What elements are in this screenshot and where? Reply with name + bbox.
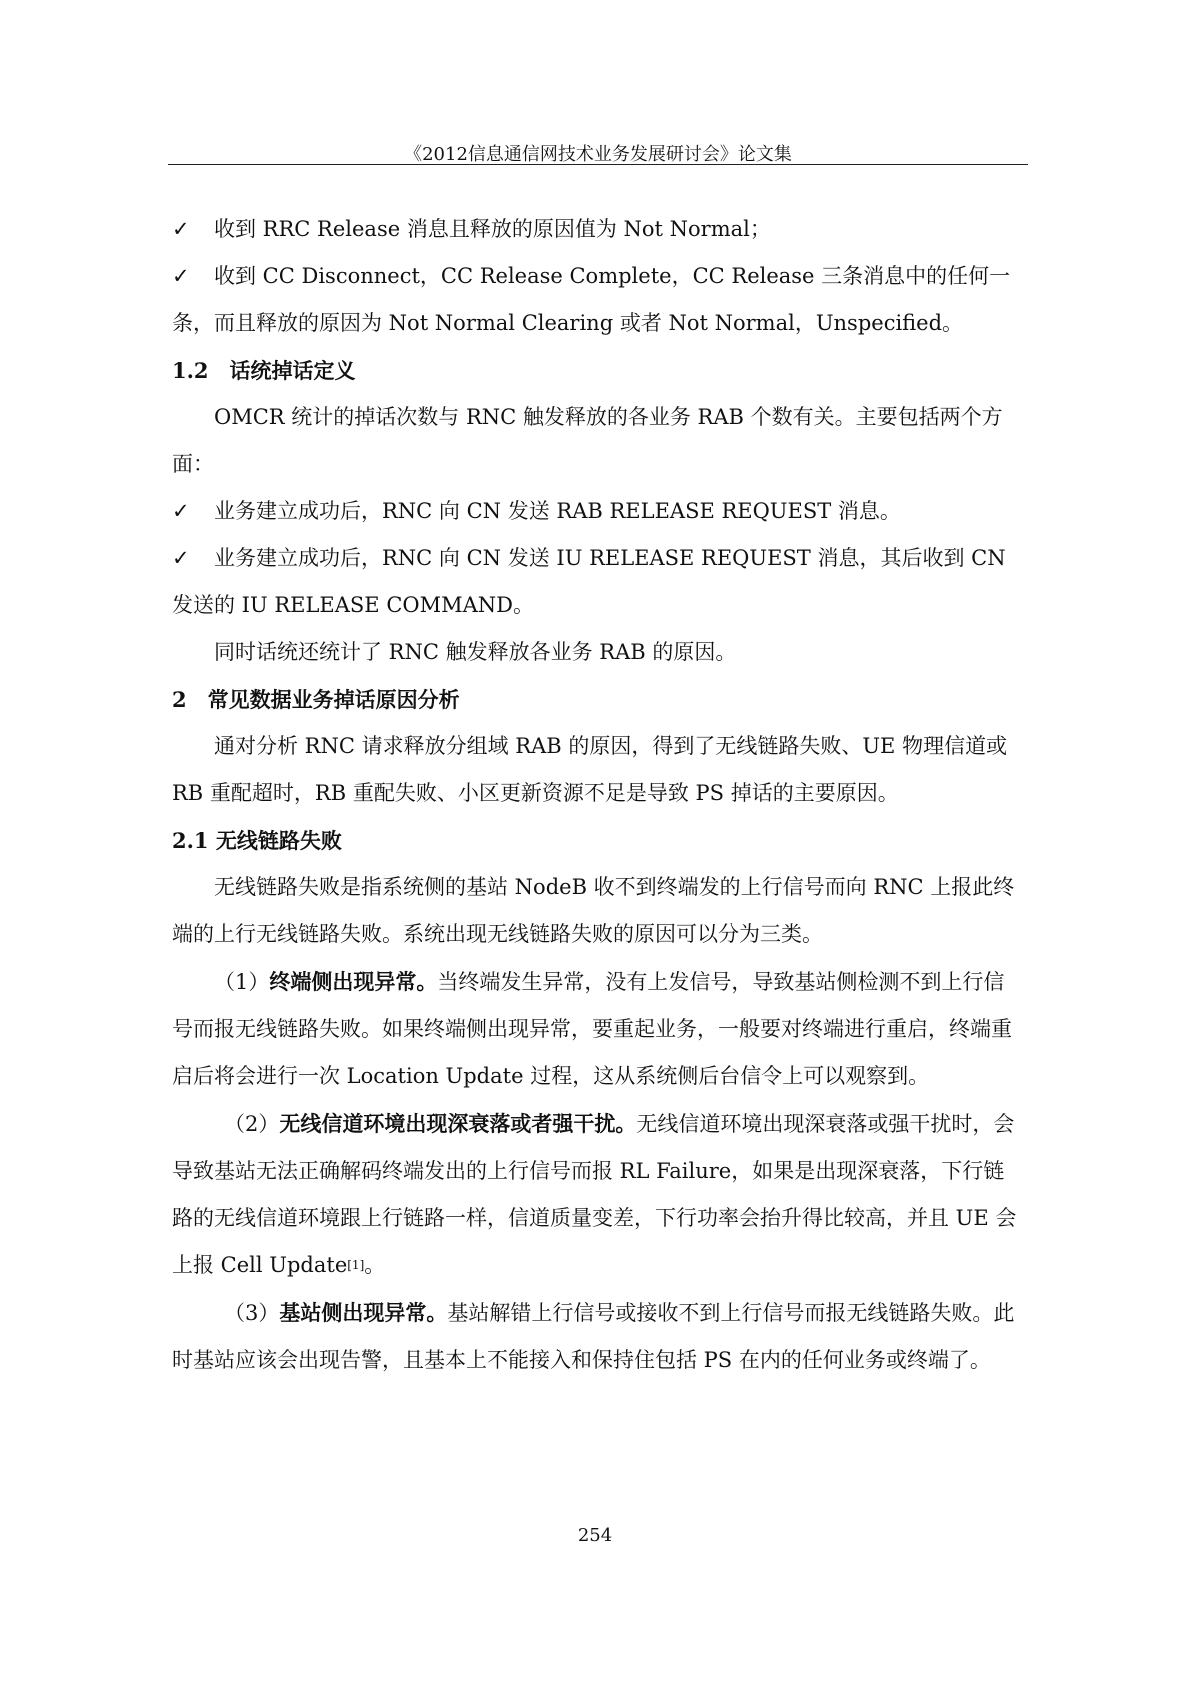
paragraph: OMCR 统计的掉话次数与 RNC 触发释放的各业务 RAB 个数有关。主要包括两个方面： (172, 405, 1003, 476)
check-icon: ✓ (172, 217, 190, 241)
paragraph: 无线链路失败是指系统侧的基站 NodeB 收不到终端发的上行信号而向 RNC 上报此终端的上行无线链路失败。系统出现无线链路失败的原因可以分为三类。 (172, 875, 1015, 946)
running-header: 《2012信息通信网技术业务发展研讨会》论文集 (404, 144, 792, 165)
numbered-paragraph: （2）无线信道环境出现深衰落或者强干扰。无线信道环境出现深衰落或强干扰时，会导致基站无法正确解码终端发出的上行信号而报 RL Failure，如果是出现深衰落，下行链路的无线信道环境跟上行链路一样，信道质量变差，下行功率会抬升得比较高，并且 UE 会上报 Cell Update[1]。 (172, 1111, 1017, 1277)
header-rule (168, 164, 1028, 165)
section-heading: 1.2 话统掉话定义 (172, 358, 356, 383)
check-icon: ✓ (172, 264, 190, 288)
check-icon: ✓ (172, 546, 190, 570)
check-item: ✓ 业务建立成功后，RNC 向 CN 发送 RAB RELEASE REQUEST 消息。 (172, 488, 1022, 535)
section-heading: 2 常见数据业务掉话原因分析 (172, 687, 460, 712)
check-item: ✓ 收到 CC Disconnect，CC Release Complete，CC Release 三条消息中的任何一条，而且释放的原因为 Not Normal Clearing 或者 Not Normal，Unspecified。 (172, 253, 1022, 347)
citation: [1] (347, 1258, 365, 1272)
check-item: ✓ 收到 RRC Release 消息且释放的原因值为 Not Normal； (172, 206, 1022, 253)
page-body (172, 206, 1022, 1384)
section-heading: 2.1 无线链路失败 (172, 828, 342, 853)
numbered-paragraph: （1）终端侧出现异常。当终端发生异常，没有上发信号，导致基站侧检测不到上行信号而报无线链路失败。如果终端侧出现异常，要重起业务，一般要对终端进行重启，终端重启后将会进行一次 Location Update 过程，这从系统侧后台信令上可以观察到。 (172, 969, 1012, 1088)
numbered-paragraph: （3）基站侧出现异常。基站解错上行信号或接收不到上行信号而报无线链路失败。此时基站应该会出现告警，且基本上不能接入和保持住包括 PS 在内的任何业务或终端了。 (172, 1300, 1015, 1372)
paragraph: 同时话统还统计了 RNC 触发释放各业务 RAB 的原因。 (214, 640, 737, 664)
check-item: ✓ 业务建立成功后，RNC 向 CN 发送 IU RELEASE REQUEST 消息，其后收到 CN 发送的 IU RELEASE COMMAND。 (172, 535, 1022, 629)
check-icon: ✓ (172, 499, 190, 523)
page-number: 254 (577, 1525, 613, 1546)
paragraph: 通对分析 RNC 请求释放分组域 RAB 的原因，得到了无线链路失败、UE 物理信道或 RB 重配超时，RB 重配失败、小区更新资源不足是导致 PS 掉话的主要原因。 (172, 734, 1008, 805)
